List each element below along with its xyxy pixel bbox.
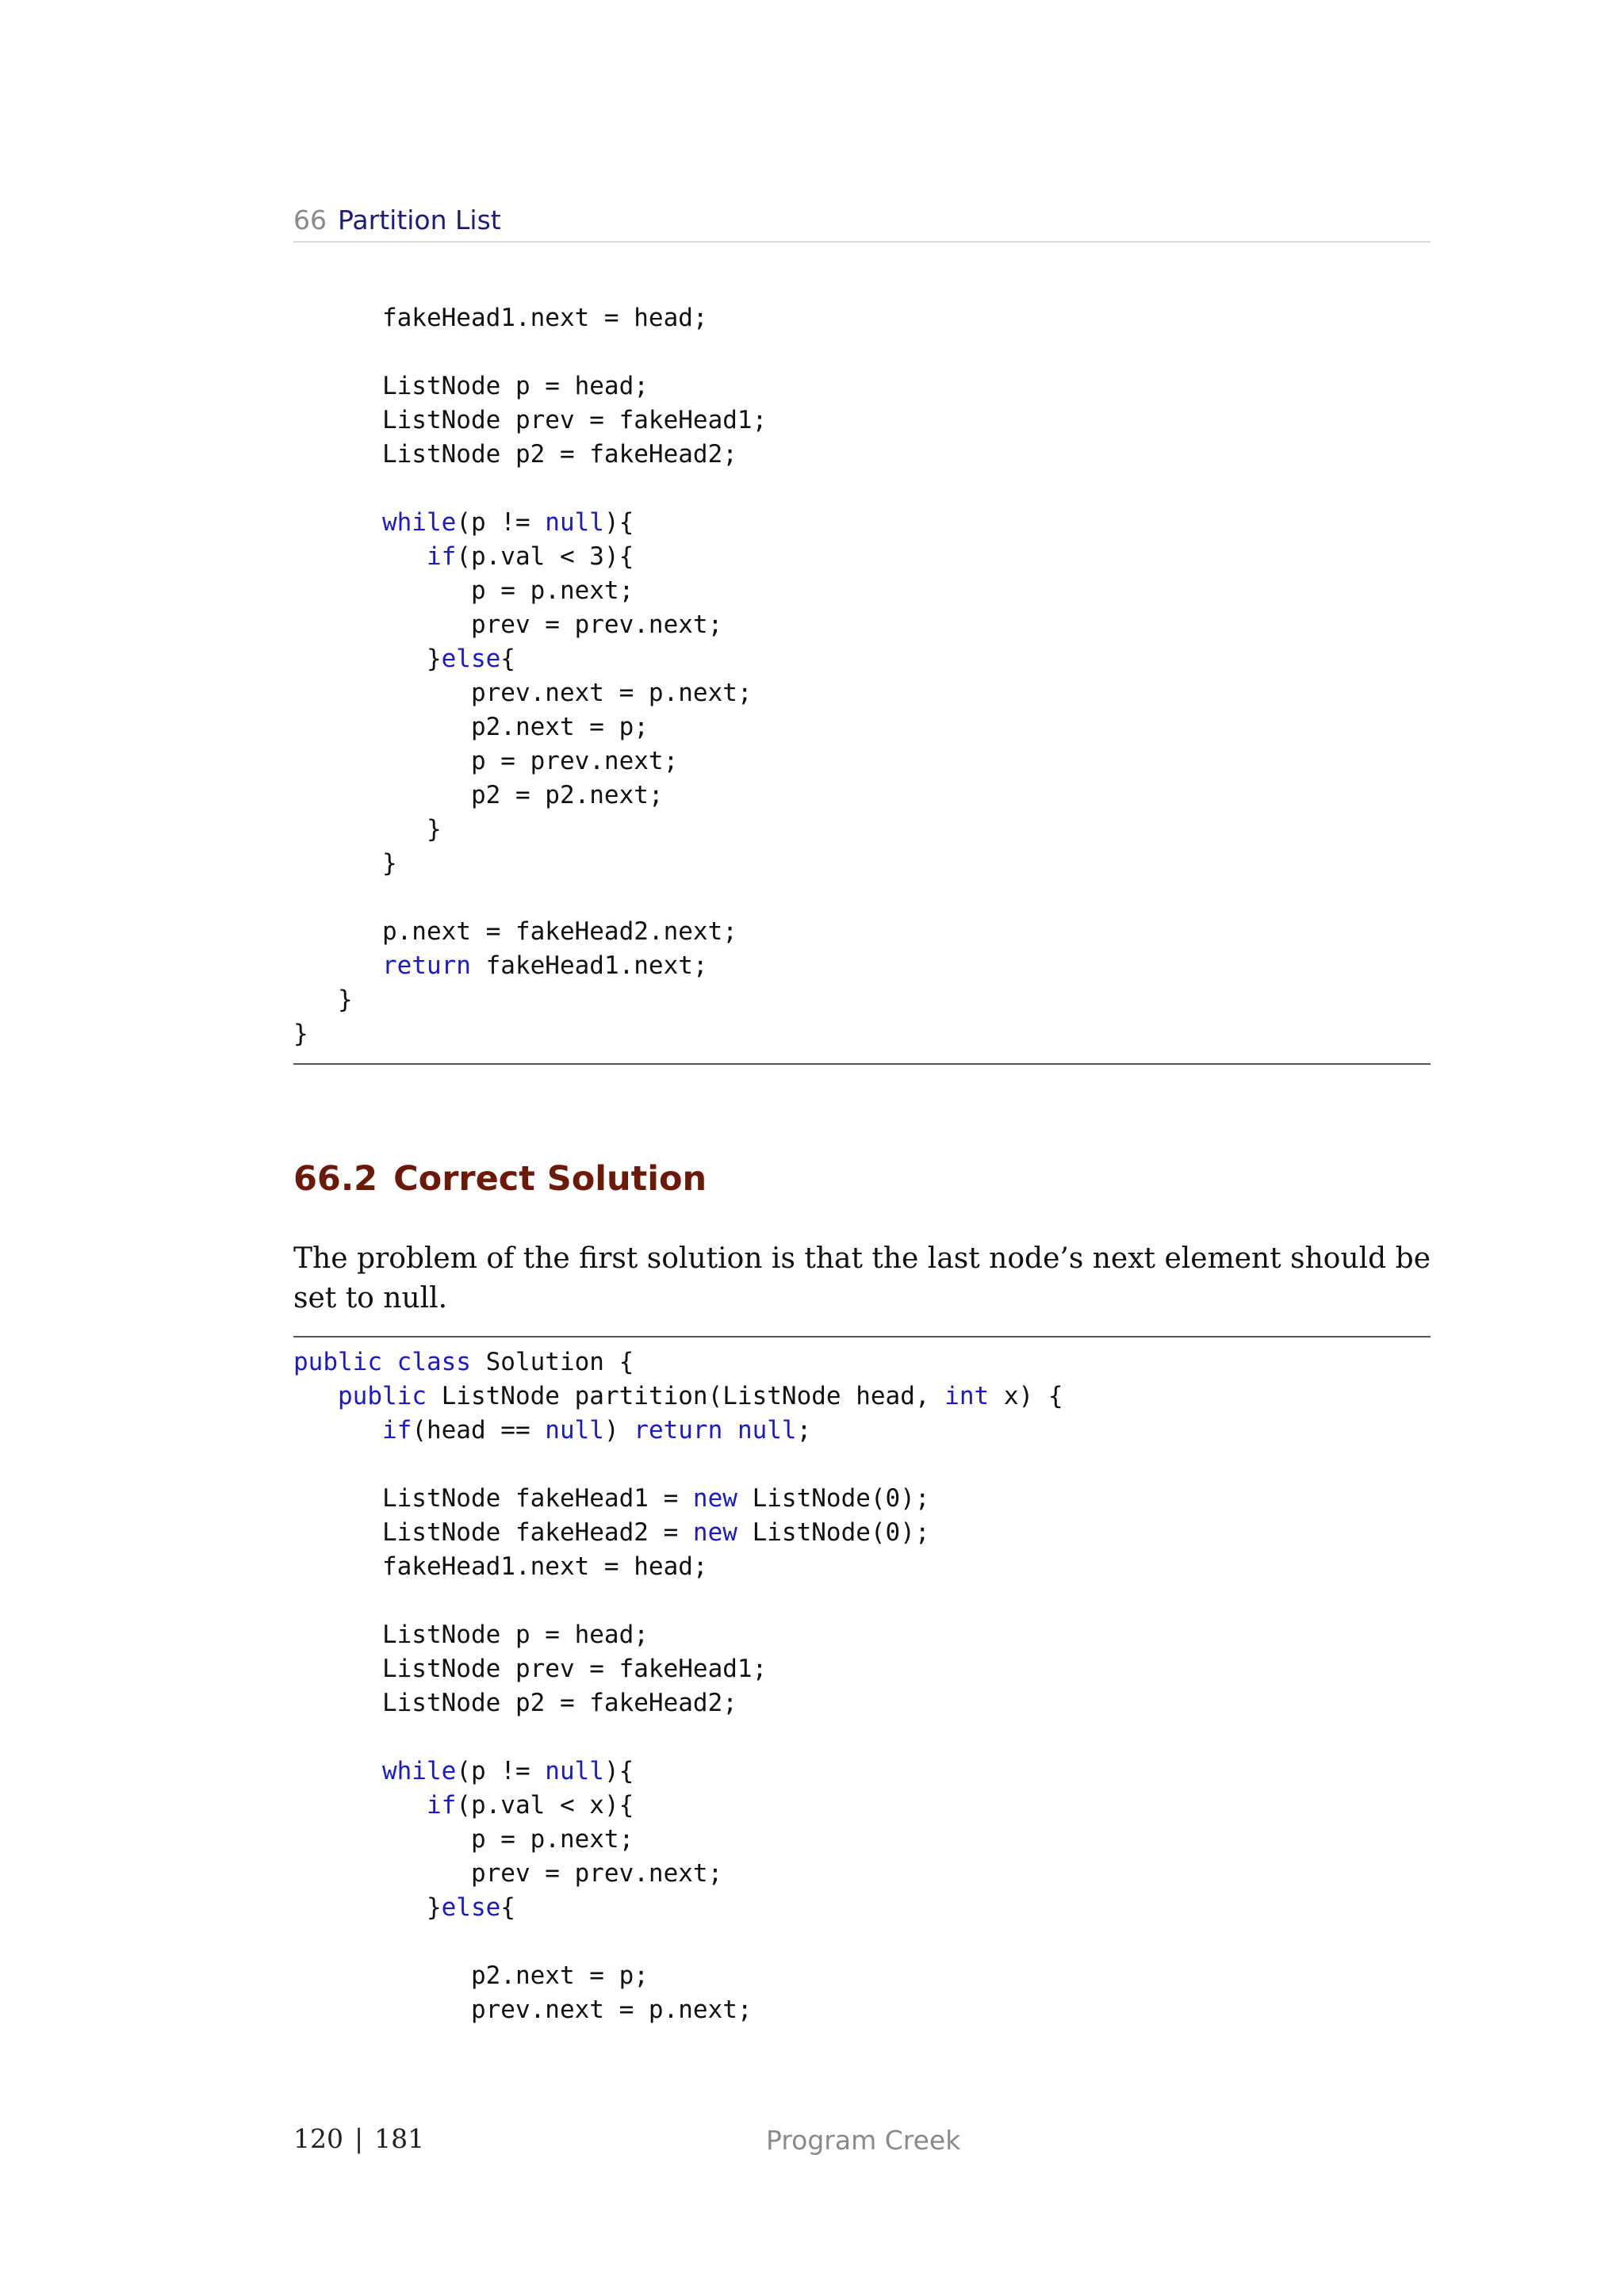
code-line: fakeHead1.next = head; — [293, 1552, 708, 1581]
code-line — [293, 1584, 1431, 1618]
code-line: ListNode p2 = fakeHead2; — [293, 440, 737, 469]
code-line: p = p.next; — [293, 1825, 634, 1854]
code-line: public class Solution { — [293, 1348, 634, 1376]
code-line: ListNode prev = fakeHead1; — [293, 1655, 768, 1683]
code-block-partition-first — [293, 301, 1431, 1051]
code-line — [293, 1925, 1431, 1959]
code-line — [293, 335, 1431, 369]
code-line: prev.next = p.next; — [293, 679, 753, 707]
code-line: p.next = fakeHead2.next; — [293, 917, 737, 946]
code-line: p = p.next; — [293, 576, 634, 605]
section-title: Correct Solution — [393, 1159, 707, 1199]
code-line: while(p != null){ — [381, 1757, 634, 1785]
code-line: return fakeHead1.next; — [381, 951, 708, 980]
page-number — [293, 2123, 424, 2154]
running-header — [293, 205, 1431, 243]
code-line: p2.next = p; — [293, 1961, 649, 1990]
code-block-top-rule — [293, 1336, 1431, 1337]
section-heading — [293, 1159, 1431, 1199]
code-line: }else{ — [293, 645, 515, 673]
chapter-title: Partition List — [338, 205, 501, 235]
code-line: prev = prev.next; — [293, 1859, 723, 1888]
section-number: 66.2 — [293, 1159, 378, 1199]
body-paragraph: The problem of the first solution is that the last node’s next element should be set to null. — [293, 1242, 1431, 1314]
code-line: ListNode p2 = fakeHead2; — [293, 1689, 737, 1717]
footer-brand: Program Creek — [766, 2125, 961, 2156]
code-line: if(head == null) return null; — [381, 1416, 812, 1445]
code-line — [293, 881, 1431, 915]
code-block-bottom-rule — [293, 1063, 1431, 1065]
code-line: ListNode fakeHead1 = new ListNode(0); — [293, 1484, 930, 1513]
code-line: public ListNode partition(ListNode head, int x) { — [338, 1382, 1063, 1410]
code-line: ListNode fakeHead2 = new ListNode(0); — [293, 1518, 930, 1547]
code-line: p2.next = p; — [293, 713, 649, 741]
code-line: if(p.val < 3){ — [426, 542, 634, 571]
code-line: fakeHead1.next = head; — [293, 304, 708, 332]
code-line — [293, 1448, 1431, 1482]
code-line: ListNode p = head; — [293, 1621, 649, 1649]
code-block-correct-solution — [293, 1345, 1431, 2027]
code-line: ListNode p = head; — [293, 372, 649, 400]
code-line: p2 = p2.next; — [293, 781, 664, 809]
code-line: } — [293, 815, 442, 844]
current-page: 120 — [293, 2123, 343, 2154]
total-pages: 181 — [374, 2123, 425, 2154]
code-line: if(p.val < x){ — [426, 1791, 634, 1820]
code-line: p = prev.next; — [293, 747, 679, 775]
code-line — [293, 1720, 1431, 1755]
page-separator: | — [354, 2123, 364, 2154]
code-line: } — [293, 849, 397, 878]
code-line: } — [293, 985, 353, 1014]
code-line: while(p != null){ — [381, 508, 634, 537]
code-line: ListNode prev = fakeHead1; — [293, 406, 768, 434]
code-line — [293, 472, 1431, 506]
code-line: prev = prev.next; — [293, 610, 723, 639]
code-line: prev.next = p.next; — [293, 1996, 753, 2024]
code-line: } — [293, 1020, 308, 1048]
code-line: }else{ — [293, 1893, 515, 1922]
chapter-number: 66 — [293, 205, 327, 235]
